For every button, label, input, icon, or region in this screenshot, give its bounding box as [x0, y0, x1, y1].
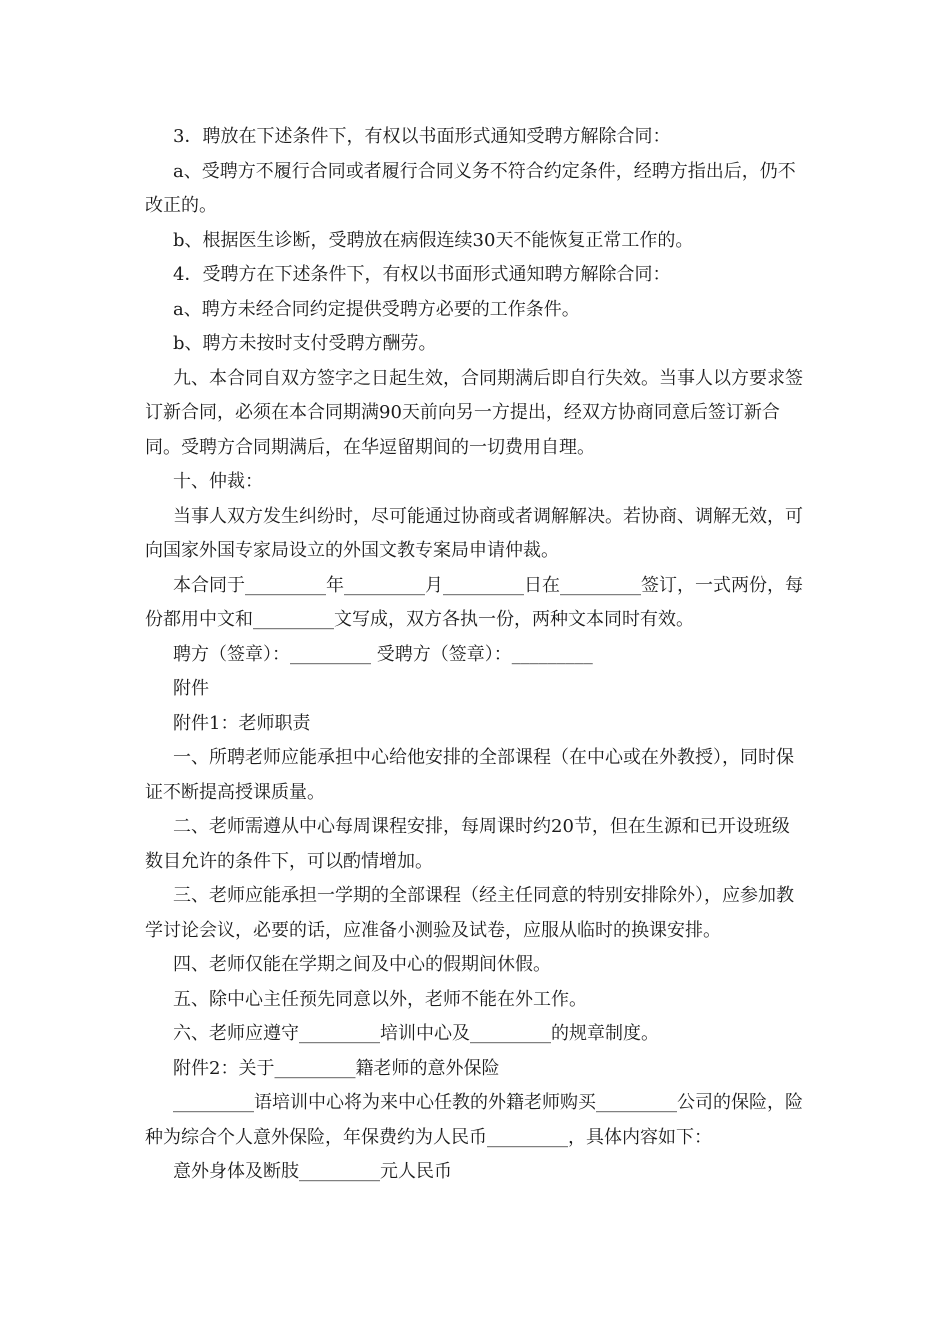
paragraph-clause-8-3a: a、受聘方不履行合同或者履行合同义务不符合约定条件，经聘方指出后，仍不改正的。 [145, 160, 796, 216]
paragraph-signing: 本合同于_________年_________月_________日在_________签订，一式两份，每份都用中文和_________文写成，双方各执一份，两种文本同时有效。 [145, 574, 803, 630]
paragraph-clause-8-3b: b、根据医生诊断，受聘放在病假连续30天不能恢复正常工作的。 [173, 229, 694, 251]
paragraph-duty-6: 六、老师应遵守_________培训中心及_________的规章制度。 [173, 1023, 659, 1044]
paragraph-duty-5: 五、除中心主任预先同意以外，老师不能在外工作。 [173, 988, 587, 1010]
paragraph-clause-8-4a: a、聘方未经合同约定提供受聘方必要的工作条件。 [173, 298, 580, 320]
paragraph-appendix-2-title: 附件2：关于_________籍老师的意外保险 [173, 1057, 500, 1079]
paragraph-insurance: _________语培训中心将为来中心任教的外籍老师购买_________公司的保险，险种为综合个人意外保险，年保费约为人民币_________，具体内容如下： [145, 1092, 803, 1148]
paragraph-duty-3: 三、老师应能承担一学期的全部课程（经主任同意的特别安排除外），应参加教学讨论会议，必要的话，应准备小测验及试卷，应服从临时的换课安排。 [145, 885, 794, 941]
paragraph-clause-8-4: 4．受聘方在下述条件下，有权以书面形式通知聘方解除合同： [173, 264, 671, 285]
paragraph-clause-10-heading: 十、仲裁： [173, 471, 263, 492]
paragraph-arbitration: 当事人双方发生纠纷时，尽可能通过协商或者调解解决。若协商、调解无效，可向国家外国专家局设立的外国文教专案局申请仲裁。 [145, 505, 803, 561]
paragraph-clause-8-3: 3．聘放在下述条件下，有权以书面形式通知受聘方解除合同： [173, 126, 671, 147]
paragraph-appendix-1-title: 附件1：老师职责 [173, 712, 311, 734]
paragraph-clause-9: 九、本合同自双方签字之日起生效，合同期满后即自行失效。当事人以方要求签订新合同，必须在本合同期满90天前向另一方提出，经双方协商同意后签订新合同。受聘方合同期满后，在华逗留期间的一切费用自理。 [145, 367, 803, 458]
paragraph-duty-2: 二、老师需遵从中心每周课程安排，每周课时约20节，但在生源和已开设班级数目允许的条件下，可以酌情增加。 [145, 816, 790, 872]
paragraph-insurance-item: 意外身体及断肢_________元人民币 [173, 1161, 452, 1182]
document-body [145, 120, 805, 1190]
paragraph-signatures: 聘方（签章）：_________ 受聘方（签章）：_________ [173, 643, 593, 665]
paragraph-appendix-heading: 附件 [173, 678, 209, 699]
paragraph-duty-1: 一、所聘老师应能承担中心给他安排的全部课程（在中心或在外教授），同时保证不断提高授课质量。 [145, 747, 794, 803]
paragraph-duty-4: 四、老师仅能在学期之间及中心的假期间休假。 [173, 954, 551, 975]
paragraph-clause-8-4b: b、聘方未按时支付受聘方酬劳。 [173, 333, 437, 354]
